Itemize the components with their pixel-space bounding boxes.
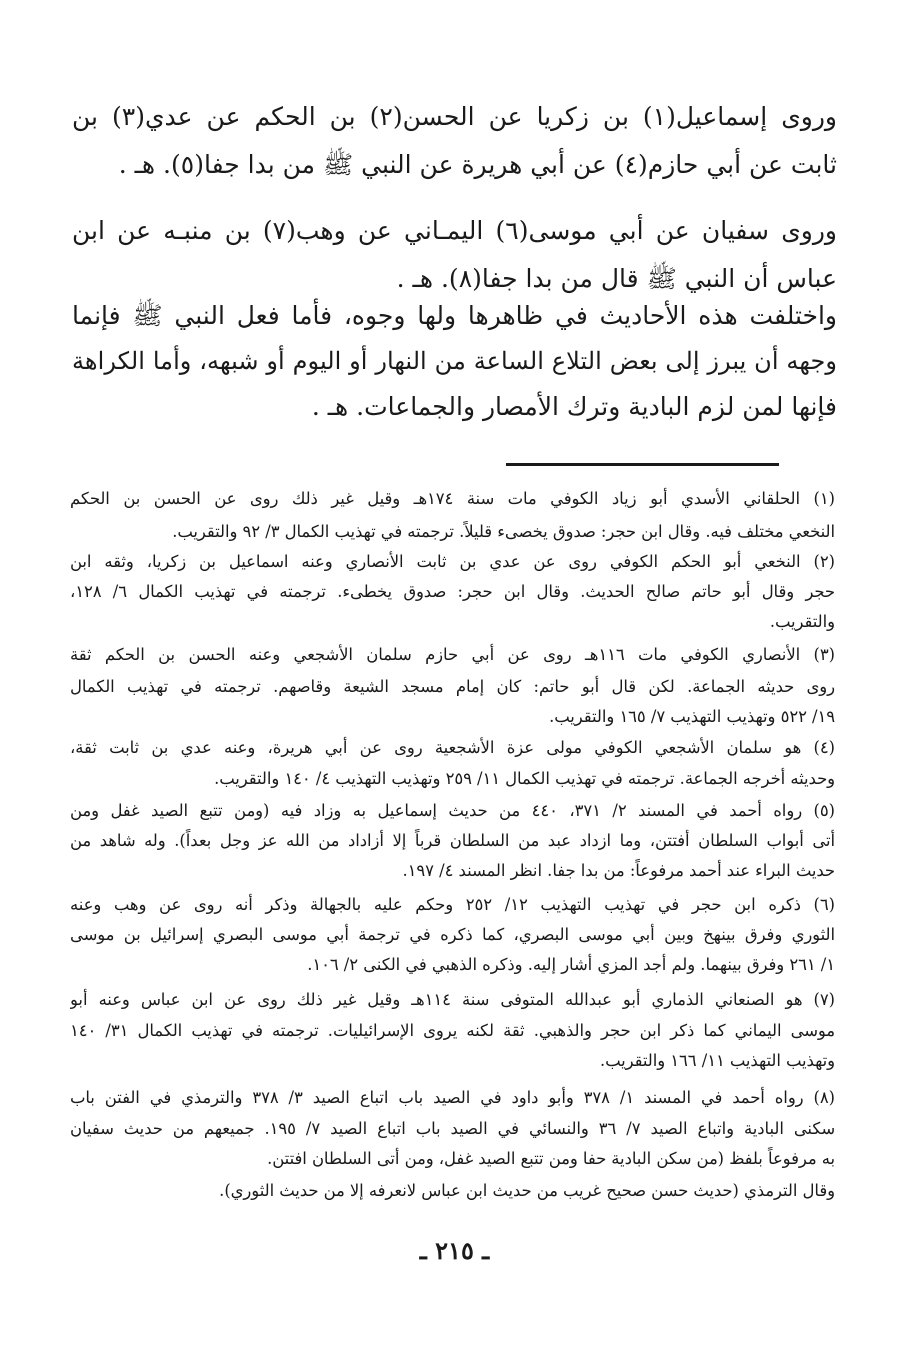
footnote-line: والتقريب. xyxy=(769,612,835,631)
footnote-line: (١) الحلقاني الأسدي أبو زياد الكوفي مات سنة ١٧٤هـ وقيل غير ذلك روى عن الحسن بن الحكم xyxy=(70,489,835,508)
footnote-line: وحديثه أخرجه الجماعة. ترجمته في تهذيب الكمال ١١/ ٢٥٩ وتهذيب التهذيب ٤/ ١٤٠ والتقريب. xyxy=(214,769,835,788)
footnote-line: سكنى البادية واتباع الصيد ٧/ ٣٦ والنسائي في الصيد باب اتباع الصيد ٧/ ١٩٥. جميعهم من حديث سفيان xyxy=(70,1119,835,1138)
footnote-line: وقال الترمذي (حديث حسن صحيح غريب من حديث ابن عباس لانعرفه إلا من حديث الثوري). xyxy=(219,1181,835,1200)
footnote-line: أتى أبواب السلطان أفتتن، وما ازداد عبد من السلطان قرباً إلا أزاداد من الله عز وجل بعداً). وله شاهد من xyxy=(70,831,835,850)
footnote-line: وتهذيب التهذيب ١١/ ١٦٦ والتقريب. xyxy=(599,1051,835,1070)
page-number: ـ ٢١٥ ـ xyxy=(419,1236,490,1265)
footnote-line: ١/ ٢٦١ وفرق بينهما. ولم أجد المزي أشار إليه. وذكره الذهبي في الكنى ٢/ ١٠٦. xyxy=(307,955,835,974)
footnote-line: (٧) هو الصنعاني الذماري أبو عبدالله المتوفى سنة ١١٤هـ وقيل غير ذلك روى عن ابن عباس وعنه أبو xyxy=(70,990,835,1009)
footnote-line: روى حديثه الجماعة. لكن قال أبو حاتم: كان إمام مسجد الشيعة وقاصهم. ترجمته في تهذيب الكمال xyxy=(70,677,835,696)
footnote-line: النخعي مختلف فيه. وقال ابن حجر: صدوق يخصىء قليلاً. ترجمته في تهذيب الكمال ٣/ ٩٢ والتقريب. xyxy=(172,522,835,541)
footnote-line: (٤) هو سلمان الأشجعي الكوفي مولى عزة الأشجعية روى عن أبي هريرة، وعنه عدي بن ثابت ثقة، xyxy=(70,738,835,757)
footnote-line: حجر وقال أبو حاتم صالح الحديث. وقال ابن حجر: صدوق يخطىء. ترجمته في تهذيب الكمال ٦/ ١٢٨، xyxy=(70,582,835,601)
footnote-line: (٥) رواه أحمد في المسند ٢/ ٣٧١، ٤٤٠ من حديث إسماعيل به وزاد فيه (ومن تتبع الصيد غفل ومن xyxy=(70,801,835,820)
footnote-separator xyxy=(506,463,779,466)
footnote-line: (٣) الأنصاري الكوفي مات ١١٦هـ روى عن أبي حازم سلمان الأشجعي وعنه الحسن بن الحكم ثقة xyxy=(70,645,835,664)
footnote-line: (٢) النخعي أبو الحكم الكوفي روى عن عدي بن ثابت الأنصاري وعنه اسماعيل بن زكريا، وثقه ابن xyxy=(70,552,835,571)
footnote-line: حديث البراء عند أحمد مرفوعاً: من بدا جفا. انظر المسند ٤/ ١٩٧. xyxy=(402,861,835,880)
main-text-line: فإنها لمن لزم البادية وترك الأمصار والجماعات. هـ . xyxy=(311,392,837,421)
footnote-line: (٦) ذكره ابن حجر في تهذيب التهذيب ١٢/ ٢٥٢ وحكم عليه بالجهالة وذكر أنه روى عن وهب وعنه xyxy=(70,895,835,914)
footnote-line: (٨) رواه أحمد في المسند ١/ ٣٧٨ وأبو داود في الصيد باب اتباع الصيد ٣/ ٣٧٨ والترمذي في الفتن باب xyxy=(70,1088,835,1107)
main-text-line: وروى إسماعيل(١) بن زكريا عن الحسن(٢) بن الحكم عن عدي(٣) بن xyxy=(72,102,837,131)
footnote-line: به مرفوعاً بلفظ (من سكن البادية حفا ومن تتبع الصيد غفل، ومن أتى السلطان افتتن. xyxy=(267,1149,835,1168)
main-text-line: عباس أن النبي ﷺ قال من بدا جفا(٨). هـ . xyxy=(396,264,837,293)
footnote-line: موسى اليماني كما ذكر ابن حجر والذهبي. ثقة لكنه يروى الإسرائيليات. ترجمته في تهذيب الكمال ٣١/ ١٤٠ xyxy=(70,1021,835,1040)
main-text-line: وروى سفيان عن أبي موسى(٦) اليمـاني عن وهب(٧) بن منبـه عن ابن xyxy=(72,216,837,245)
main-text-line: ثابت عن أبي حازم(٤) عن أبي هريرة عن النبي ﷺ من بدا جفا(٥). هـ . xyxy=(118,150,837,179)
footnote-line: ١٩/ ٥٢٢ وتهذيب التهذيب ٧/ ١٦٥ والتقريب. xyxy=(549,707,835,726)
footnote-line: الثوري وفرق بينهخ وبين أبي موسى البصري، كما ذكره في ترجمة أبي موسى البصري إسرائيل بن موسى xyxy=(70,925,835,944)
main-text-line: وجهه أن يبرز إلى بعض التلاع الساعة من النهار أو اليوم أو شبهه، وأما الكراهة xyxy=(72,347,837,375)
main-text-line: واختلفت هذه الأحاديث في ظاهرها ولها وجوه، فأما فعل النبي ﷺ فإنما xyxy=(72,301,837,330)
